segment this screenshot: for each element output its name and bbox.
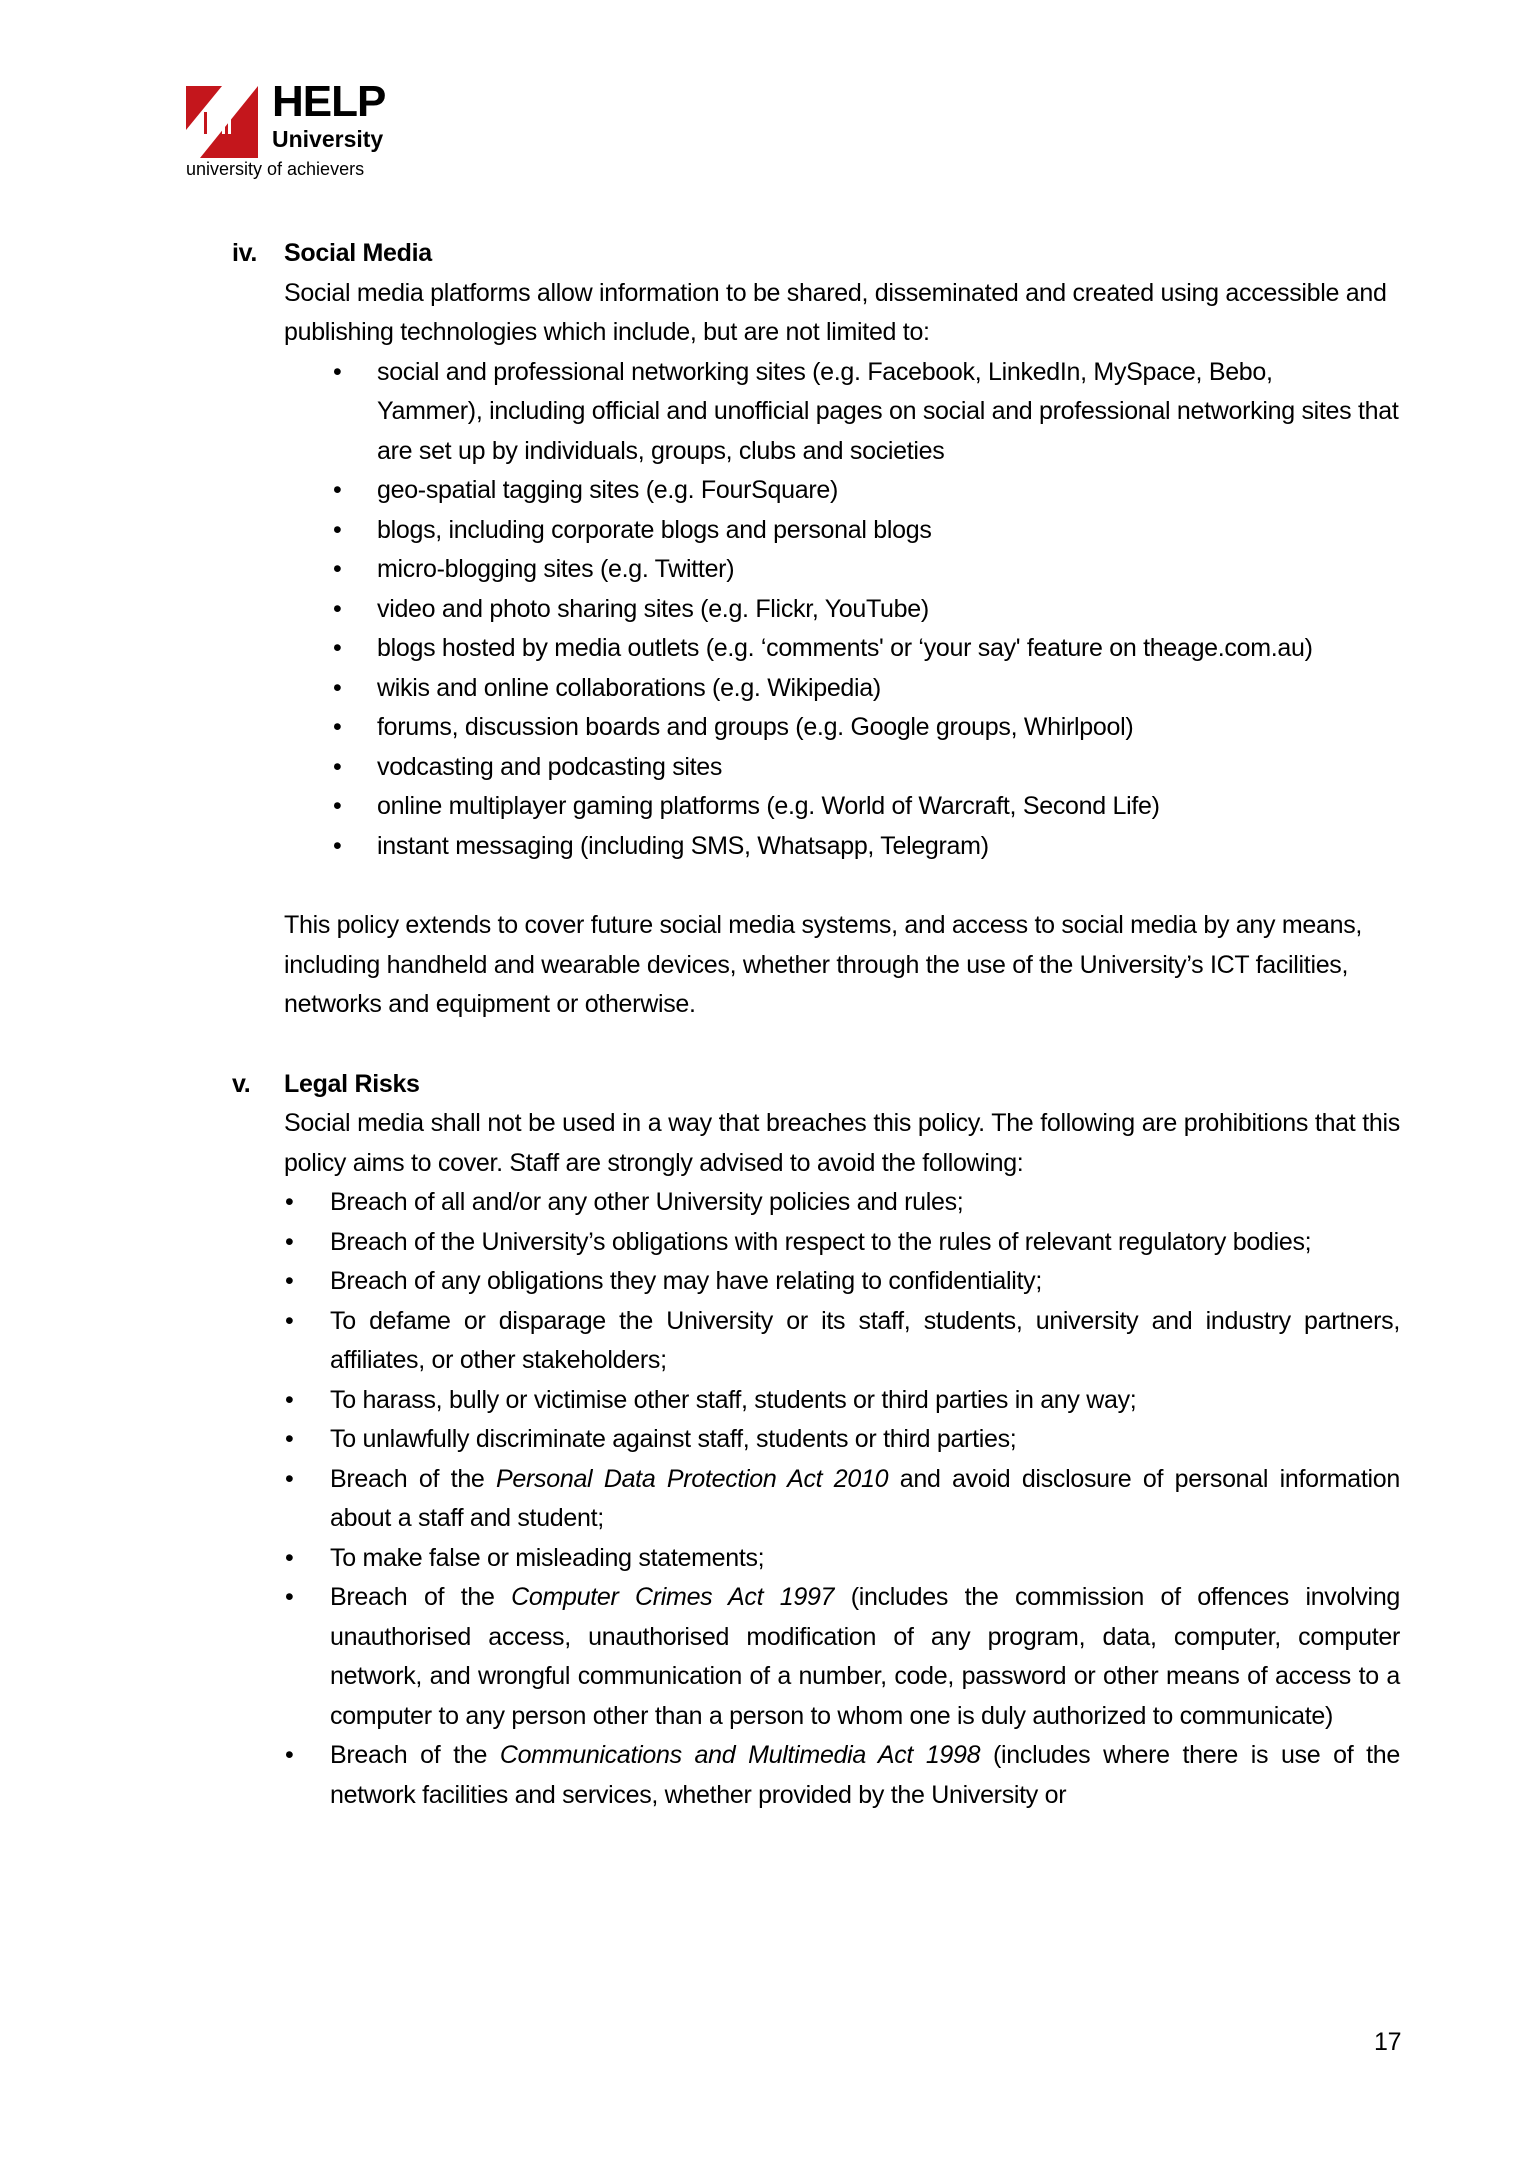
list-item: • video and photo sharing sites (e.g. Flickr, YouTube) — [377, 590, 1400, 630]
bullet-icon: • — [285, 1306, 294, 1335]
bullet-icon: • — [333, 555, 342, 583]
list-item: • Breach of the Personal Data Protection Act 2010 and avoid disclosure of personal information about a staff and student; — [330, 1460, 1400, 1539]
bullet-icon: • — [333, 752, 342, 781]
list-item: • Breach of the Communications and Multimedia Act 1998 (includes where there is use of the network facilities and services, whether provided by the University or — [330, 1736, 1400, 1815]
act-title: Computer Crimes Act 1997 — [511, 1583, 835, 1611]
bullet-icon: • — [333, 476, 342, 504]
list-item: • vodcasting and podcasting sites — [377, 748, 1400, 788]
list-item: • To make false or misleading statements; — [330, 1539, 1400, 1579]
bullet-icon: • — [285, 1385, 294, 1414]
social-media-list — [232, 353, 1400, 867]
section-title: Legal Risks — [284, 1069, 420, 1098]
bullet-icon: • — [333, 357, 342, 386]
list-item: • blogs, including corporate blogs and personal blogs — [377, 511, 1400, 551]
list-item: • Breach of any obligations they may have relating to confidentiality; — [330, 1262, 1400, 1302]
list-item: • geo-spatial tagging sites (e.g. FourSquare) — [377, 471, 1400, 511]
list-item: • Breach of the University’s obligations with respect to the rules of relevant regulatory bodies; — [330, 1223, 1400, 1263]
bullet-icon: • — [333, 831, 342, 860]
list-item: • To unlawfully discriminate against staff, students or third parties; — [330, 1420, 1400, 1460]
list-item: • social and professional networking sites (e.g. Facebook, LinkedIn, MySpace, Bebo, Yammer), including official and unofficial pages on social and professional networking sites that are set up by individuals, groups, clubs and societies — [377, 353, 1400, 472]
bullet-icon: • — [285, 1227, 294, 1256]
bullet-icon: • — [333, 792, 342, 820]
list-item: • micro-blogging sites (e.g. Twitter) — [377, 550, 1400, 590]
section-heading-social-media — [232, 234, 1400, 274]
logo-brand: HELP — [272, 77, 386, 126]
bullet-icon: • — [285, 1741, 294, 1769]
list-item: • To harass, bully or victimise other staff, students or third parties in any way; — [330, 1381, 1400, 1421]
section-heading-legal-risks — [232, 1065, 1400, 1105]
legal-risks-list — [232, 1183, 1400, 1815]
page-number: 17 — [1374, 2028, 1402, 2056]
bullet-icon: • — [285, 1188, 294, 1216]
bullet-icon: • — [333, 673, 342, 702]
bullet-icon: • — [285, 1464, 294, 1493]
list-item: • Breach of the Computer Crimes Act 1997 (includes the commission of offences involving unauthorised access, unauthorised modification of any program, data, computer, computer network, and wrongful communication of a number, code, password or other means of access to a computer to any person other than a person to whom one is duly authorized to communicate) — [330, 1578, 1400, 1736]
bullet-icon: • — [333, 515, 342, 544]
bullet-icon: • — [333, 713, 342, 741]
document-body — [232, 234, 1400, 1815]
bullet-icon: • — [333, 594, 342, 623]
list-item: • instant messaging (including SMS, Whatsapp, Telegram) — [377, 827, 1400, 867]
section-closing-paragraph: This policy extends to cover future social media systems, and access to social media by any means, including handheld and wearable devices, whether through the use of the University’s ICT facilities, networks and equipment or otherwise. — [284, 911, 1363, 1018]
bullet-icon: • — [285, 1543, 294, 1572]
section-title: Social Media — [284, 239, 432, 267]
logo-tagline: university of achievers — [186, 159, 365, 179]
bullet-icon: • — [333, 634, 342, 662]
bullet-icon: • — [285, 1425, 294, 1453]
bullet-icon: • — [285, 1583, 294, 1611]
list-item: • forums, discussion boards and groups (e.g. Google groups, Whirlpool) — [377, 708, 1400, 748]
section-intro: Social media platforms allow information to be shared, disseminated and created using accessible and publishing technologies which include, but are not limited to: — [284, 278, 1387, 346]
logo-sub: University — [272, 126, 384, 152]
list-item: • blogs hosted by media outlets (e.g. ‘comments' or ‘your say' feature on theage.com.au) — [377, 629, 1400, 669]
help-logo-mark-icon — [186, 86, 258, 158]
list-item: • wikis and online collaborations (e.g. Wikipedia) — [377, 669, 1400, 709]
list-item: • To defame or disparage the University or its staff, students, university and industry partners, affiliates, or other stakeholders; — [330, 1302, 1400, 1381]
section-number: iv. — [232, 239, 258, 267]
list-item: • online multiplayer gaming platforms (e.g. World of Warcraft, Second Life) — [377, 787, 1400, 827]
section-number: v. — [232, 1069, 251, 1098]
bullet-icon: • — [285, 1267, 294, 1295]
act-title: Personal Data Protection Act 2010 — [496, 1464, 889, 1493]
act-title: Communications and Multimedia Act 1998 — [499, 1741, 981, 1769]
list-item: • Breach of all and/or any other University policies and rules; — [330, 1183, 1400, 1223]
section-intro: Social media shall not be used in a way that breaches this policy. The following are prohibitions that this policy aims to cover. Staff are strongly advised to avoid the following: — [284, 1109, 1400, 1177]
help-university-logo — [186, 77, 406, 186]
